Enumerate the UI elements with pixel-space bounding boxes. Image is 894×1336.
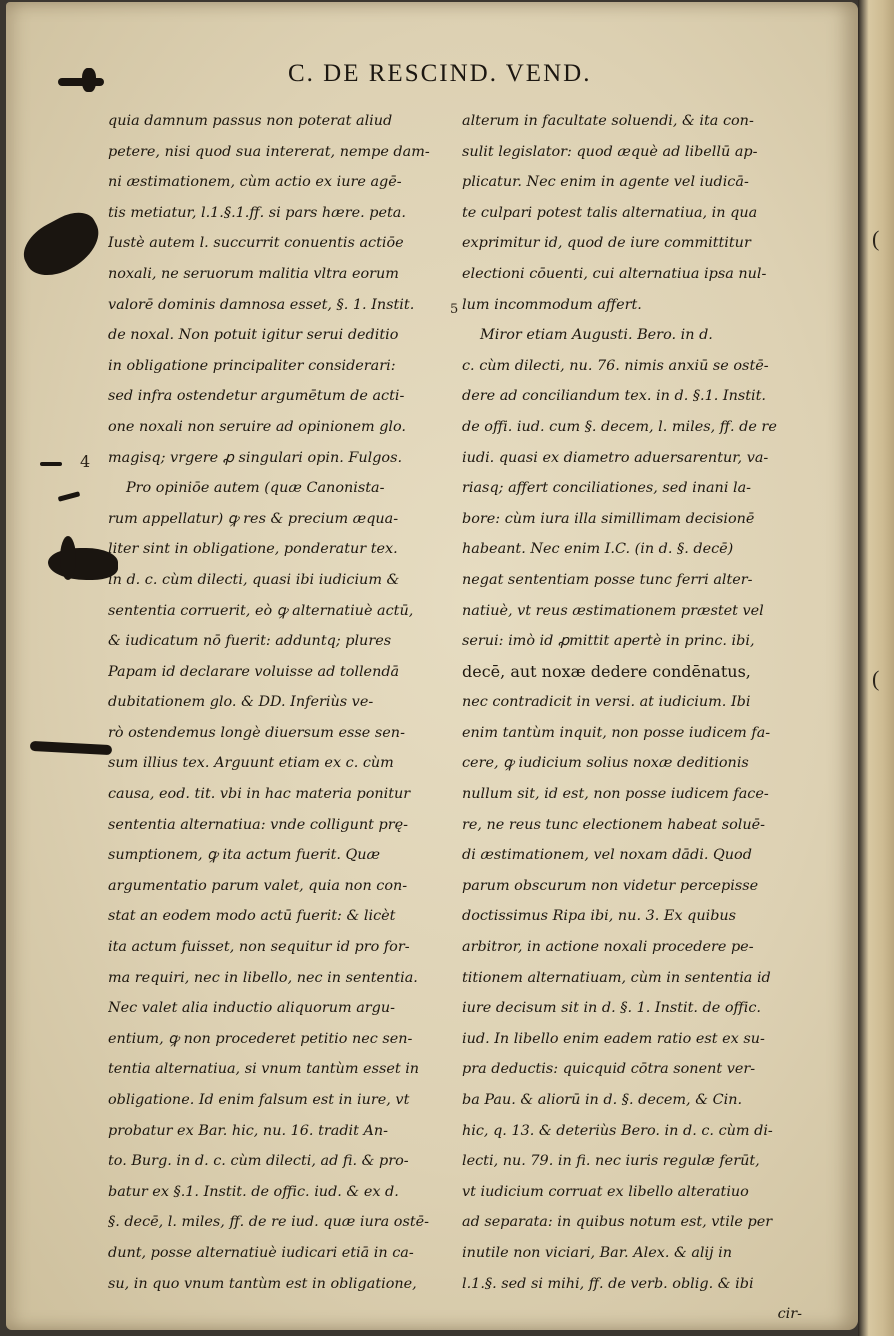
text-line: stat an eodem modo actū fuerit: & licèt bbox=[108, 908, 396, 925]
text-line: Papam id declarare voluisse ad tollendā bbox=[108, 663, 400, 680]
text-line: §. decē, l. miles, ff. de re iud. quæ iura ostē- bbox=[108, 1214, 429, 1231]
text-line: inutile non viciari, Bar. Alex. & alij in bbox=[462, 1244, 733, 1261]
running-header: C. DE RESCIND. VEND. bbox=[288, 60, 592, 87]
margin-section-number: 5 bbox=[450, 302, 459, 317]
text-line: cere, ꝙ iudicium solius noxæ deditionis bbox=[462, 755, 749, 772]
text-line: batur ex §.1. Instit. de offic. iud. & ex d. bbox=[108, 1183, 399, 1200]
ink-mark bbox=[82, 68, 96, 92]
ink-blot bbox=[60, 536, 76, 580]
text-line: serui: imò id ꝓmittit apertè in princ. ibi, bbox=[462, 633, 755, 650]
text-line: de noxal. Non potuit igitur serui deditio bbox=[108, 327, 399, 344]
text-line: di æstimationem, vel noxam dādi. Quod bbox=[462, 847, 752, 864]
text-line: nec contradicit in versi. at iudicium. Ibi bbox=[462, 694, 751, 711]
text-line: natiuè, vt reus æstimationem præstet vel bbox=[462, 602, 764, 619]
text-line: Iustè autem l. succurrit conuentis actiōe bbox=[108, 235, 404, 252]
text-line: plicatur. Nec enim in agente vel iudicā- bbox=[462, 174, 749, 191]
text-line: electioni cōuenti, cui alternatiua ipsa nul- bbox=[462, 265, 767, 282]
text-line: te culpari potest talis alternatiua, in qua bbox=[462, 204, 758, 221]
text-line: sententia corruerit, eò ꝙ alternatiuè actū, bbox=[108, 602, 414, 619]
text-line: probatur ex Bar. hic, nu. 16. tradit An- bbox=[108, 1122, 389, 1139]
text-line: arbitror, in actione noxali procedere pe- bbox=[462, 939, 754, 956]
text-line: to. Burg. in d. c. cùm dilecti, ad fi. & pro- bbox=[108, 1153, 409, 1170]
text-line: re, ne reus tunc electionem habeat soluē- bbox=[462, 816, 766, 833]
text-line: Nec valet alia inductio aliquorum argu- bbox=[108, 1000, 395, 1017]
text-line: quia damnum passus non poterat aliud bbox=[108, 113, 393, 129]
text-line: de offi. iud. cum §. decem, l. miles, ff. de re bbox=[462, 418, 777, 435]
text-line: in obligatione principaliter considerari: bbox=[108, 357, 396, 374]
text-line: noxali, ne seruorum malitia vltra eorum bbox=[108, 265, 399, 282]
text-line: ni æstimationem, cùm actio ex iure agē- bbox=[108, 174, 402, 191]
text-line: iud. In libello enim eadem ratio est ex su- bbox=[462, 1030, 765, 1047]
text-line: decē, aut noxæ dedere condēnatus, bbox=[462, 661, 751, 681]
text-line: obligatione. Id enim falsum est in iure, vt bbox=[108, 1092, 410, 1108]
text-line: parum obscurum non videtur percepisse bbox=[462, 877, 759, 894]
ink-mark bbox=[58, 78, 104, 86]
text-line: titionem alternatiuam, cùm in sententia id bbox=[462, 969, 771, 986]
text-line: tentia alternatiua, si vnum tantùm esset in bbox=[108, 1061, 420, 1078]
text-line: causa, eod. tit. vbi in hac materia ponitur bbox=[108, 786, 411, 803]
text-line: tis metiatur, l.1.§.1.ff. si pars hære. peta. bbox=[108, 204, 406, 221]
text-line: ita actum fuisset, non sequitur id pro for- bbox=[108, 939, 410, 956]
text-line: riasq; affert conciliationes, sed inani la- bbox=[462, 480, 752, 497]
text-line: negat sententiam posse tunc ferri alter- bbox=[462, 571, 753, 588]
left-text-column bbox=[108, 106, 448, 1299]
text-line: entium, ꝙ non procederet petitio nec sen- bbox=[108, 1030, 413, 1047]
text-line: nullum sit, id est, non posse iudicem face- bbox=[462, 786, 769, 803]
text-line: bore: cùm iura illa simillimam decisionē bbox=[462, 510, 755, 527]
text-line: l.1.§. sed si mihi, ff. de verb. oblig. & ibi bbox=[462, 1275, 754, 1292]
text-line: Miror etiam Augusti. Bero. in d. bbox=[480, 327, 713, 344]
text-line: one noxali non seruire ad opinionem glo. bbox=[108, 418, 407, 435]
text-line: dunt, posse alternatiuè iudicari etiā in ca- bbox=[108, 1244, 414, 1261]
ink-mark bbox=[40, 462, 62, 466]
text-line: Pro opiniōe autem (quæ Canonista- bbox=[126, 480, 385, 497]
adjacent-page-mark: ( bbox=[872, 666, 880, 691]
text-line: sum illius tex. Arguunt etiam ex c. cùm bbox=[108, 755, 394, 772]
text-line: ad separata: in quibus notum est, vtile per bbox=[462, 1214, 773, 1231]
text-line: ba Pau. & aliorū in d. §. decem, & Cin. bbox=[462, 1092, 743, 1108]
text-line: alterum in facultate soluendi, & ita con- bbox=[462, 113, 754, 129]
text-line: magisq; vrgere ꝓ singulari opin. Fulgos. bbox=[108, 449, 403, 466]
text-line: su, in quo vnum tantùm est in obligatione, bbox=[108, 1275, 417, 1292]
margin-section-number: 4 bbox=[80, 452, 91, 471]
text-line: valorē dominis damnosa esset, §. 1. Instit. bbox=[108, 296, 415, 313]
adjacent-page-edge bbox=[858, 0, 894, 1336]
text-line: hic, q. 13. & deteriùs Bero. in d. c. cùm di- bbox=[462, 1122, 773, 1139]
adjacent-page-mark: ( bbox=[872, 226, 880, 251]
text-line: habeant. Nec enim I.C. (in d. §. decē) bbox=[462, 541, 734, 558]
text-line: ma requiri, nec in libello, nec in sententia. bbox=[108, 969, 418, 986]
text-line: sumptionem, ꝙ ita actum fuerit. Quæ bbox=[108, 847, 381, 864]
text-line: rò ostendemus longè diuersum esse sen- bbox=[108, 724, 405, 741]
text-line: cir- bbox=[777, 1306, 802, 1323]
text-line: sulit legislator: quod æquè ad libellū ap- bbox=[462, 143, 758, 160]
text-line: sed infra ostendetur argumētum de acti- bbox=[108, 388, 405, 405]
right-text-column bbox=[462, 106, 802, 1330]
text-line: iure decisum sit in d. §. 1. Instit. de offic. bbox=[462, 1000, 761, 1017]
text-line: liter sint in obligatione, ponderatur tex. bbox=[108, 541, 398, 558]
text-line: in d. c. cùm dilecti, quasi ibi iudicium & bbox=[108, 571, 400, 588]
text-line: argumentatio parum valet, quia non con- bbox=[108, 877, 408, 894]
text-line: lum incommodum affert. bbox=[462, 296, 642, 313]
text-line: rum appellatur) ꝙ res & precium æqua- bbox=[108, 510, 399, 527]
text-line: petere, nisi quod sua intererat, nempe dam- bbox=[108, 143, 430, 160]
text-line: doctissimus Ripa ibi, nu. 3. Ex quibus bbox=[462, 908, 737, 925]
text-line: c. cùm dilecti, nu. 76. nimis anxiū se ostē- bbox=[462, 357, 769, 374]
text-line: iudi. quasi ex diametro aduersarentur, va- bbox=[462, 449, 769, 466]
text-line: dubitationem glo. & DD. Inferiùs ve- bbox=[108, 694, 374, 711]
text-line: & iudicatum nō fuerit: adduntq; plures bbox=[108, 633, 392, 650]
text-line: sententia alternatiua: vnde colligunt prę- bbox=[108, 816, 408, 833]
text-line: vt iudicium corruat ex libello alteratiuo bbox=[462, 1183, 749, 1200]
text-line: exprimitur id, quod de iure committitur bbox=[462, 235, 751, 252]
text-line: pra deductis: quicquid cōtra sonent ver- bbox=[462, 1061, 756, 1078]
text-line: lecti, nu. 79. in fi. nec iuris regulæ ferūt, bbox=[462, 1153, 760, 1170]
text-line: enim tantùm inquit, non posse iudicem fa- bbox=[462, 724, 771, 741]
text-line: dere ad conciliandum tex. in d. §.1. Instit. bbox=[462, 388, 766, 405]
